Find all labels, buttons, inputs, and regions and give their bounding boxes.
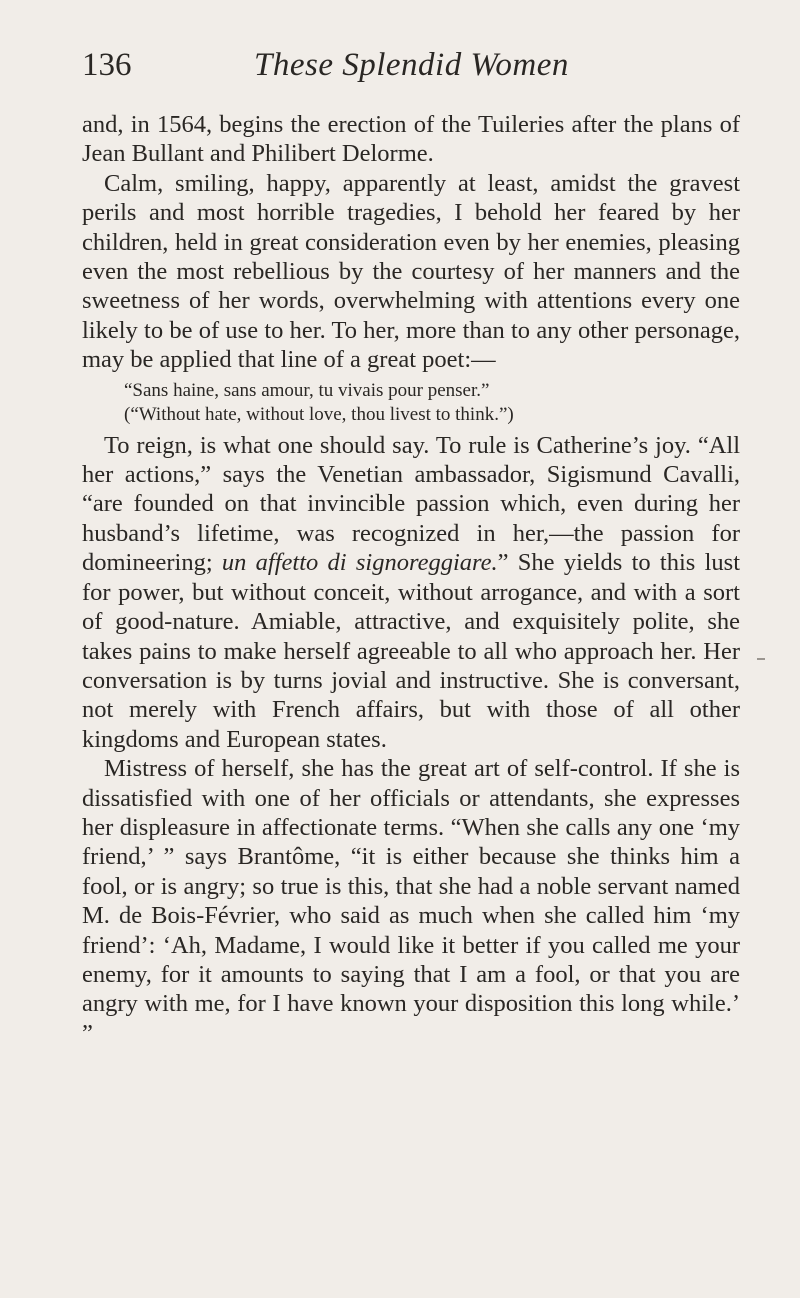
verse-quotation xyxy=(124,379,740,427)
paragraph-3-text-end: ” She yields to this lust for power, but without conceit, without arrogance, and with a sort of good-nature. Amiable, attractive, and exquisitely polite, she takes pains to make herself agreeable to all who approach her. Her conversation is by turns jovial and instructive. She is conversant, not merely with French affairs, but with those of all other kingdoms and European states. xyxy=(82,549,741,753)
page-number: 136 xyxy=(82,47,132,83)
paragraph-3 xyxy=(82,431,740,754)
paragraph-3-text-start: To reign, is what one should say. To rule is Catherine’s joy. “All her actions,” says the Venetian ambassador, Sigismund Cavalli, “are founded on that invincible passion which, even during her husband’s lifetime, was recognized in her,—the passion for domineering; xyxy=(82,431,740,577)
paragraph-1: and, in 1564, begins the erection of the Tuileries after the plans of Jean Bullant and Philibert Delorme. xyxy=(82,111,740,168)
verse-line-french: “Sans haine, sans amour, tu vivais pour penser.” xyxy=(124,379,490,401)
running-title: These Splendid Women xyxy=(254,47,569,83)
italian-phrase: un affetto di signoreggiare. xyxy=(221,549,498,577)
paragraph-2: Calm, smiling, happy, apparently at least, amidst the gravest perils and most horrible tragedies, I behold her feared by her children, held in great consideration even by her enemies, pleasing even the most rebellious by the courtesy of her manners and the sweetness of her words, overwhelming with attentions every one likely to be of use to her. To her, more than to any other personage, may be applied that line of a great poet:— xyxy=(82,169,740,374)
margin-mark xyxy=(757,658,765,660)
paragraph-4: Mistress of herself, she has the great art of self-control. If she is dissatisfied with one of her officials or attendants, she expresses her displeasure in affectionate terms. “When she calls any one ‘my friend,’ ” says Brantôme, “it is either because she thinks him a fool, or is angry; so true is this, that she had a noble servant named M. de Bois-Février, who said as much when she called him ‘my friend’: ‘Ah, Madame, I would like it better if you called me your enemy, for it amounts to saying that I am a fool, or that you are angry with me, for I have known your disposition this long while.’ ” xyxy=(82,755,740,1047)
page-header xyxy=(82,40,742,90)
page-body xyxy=(82,110,740,1048)
verse-line-english: (“Without hate, without love, thou livest to think.”) xyxy=(124,403,514,425)
